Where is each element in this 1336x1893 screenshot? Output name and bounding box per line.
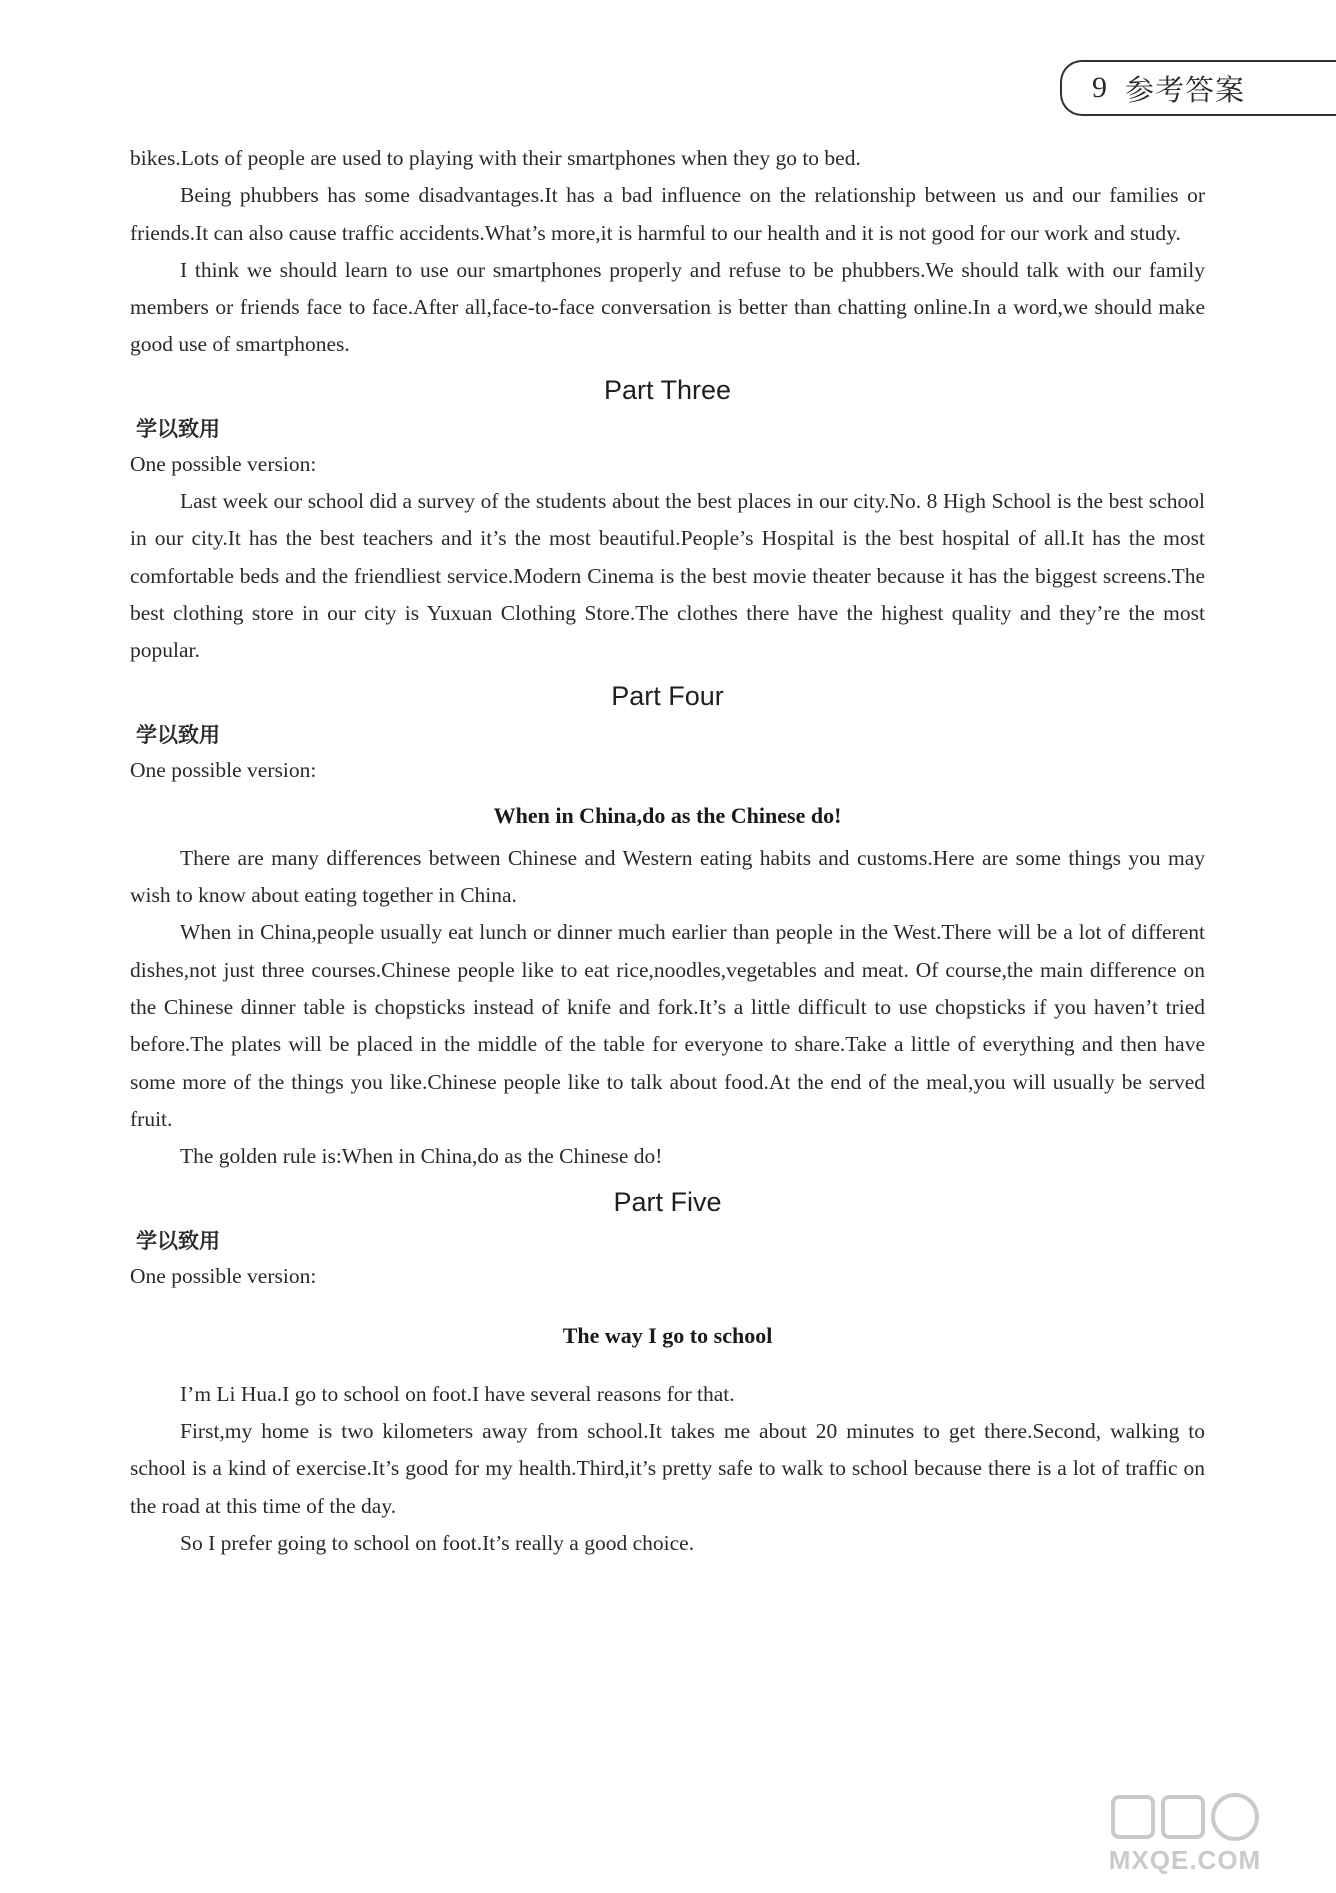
watermark-logo-icon	[1070, 1793, 1300, 1841]
paragraph: So I prefer going to school on foot.It’s really a good choice.	[180, 1531, 695, 1556]
watermark-text: MXQE.COM	[1108, 1845, 1262, 1875]
section-label: 学以致用	[136, 1228, 220, 1253]
version-line: One possible version:	[130, 451, 317, 476]
paragraph: There are many differences between Chinese and Western eating habits and customs.Here are some things you may wish to know about eating together in China.	[130, 845, 1205, 908]
page-number: 9	[1092, 71, 1107, 104]
paragraph: First,my home is two kilometers away from school.It takes me about 20 minutes to get there.Second, walking to school is a kind of exercise.It’s good for my health.Third,it’s pretty safe to walk to school because there is a lot of traffic on the road at this time of the day.	[130, 1419, 1205, 1518]
part-title: Part Four	[611, 680, 724, 711]
paragraph: Last week our school did a survey of the students about the best places in our city.No. 8 High School is the best school in our city.It has the best teachers and it’s the most beautiful.People’s Hospital is the best hospital of all.It has the most comfortable beds and the friendliest service.Modern Cinema is the best movie theater because it has the biggest screens.The best clothing store in our city is Yuxuan Clothing Store.The clothes there have the highest quality and they’re the most popular.	[130, 489, 1205, 663]
part-four	[130, 678, 1205, 1176]
section-label: 学以致用	[136, 416, 220, 441]
part-five	[130, 1184, 1205, 1563]
essay-title: The way I go to school	[562, 1322, 773, 1348]
section-title: 参考答案	[1125, 72, 1246, 107]
header-rule	[1300, 114, 1336, 116]
part-title: Part Five	[613, 1186, 722, 1217]
page-content	[130, 140, 1205, 1562]
part-two-continuation	[130, 140, 1205, 364]
page-header-tab	[1060, 60, 1336, 116]
part-three	[130, 372, 1205, 670]
paragraph: The golden rule is:When in China,do as the Chinese do!	[180, 1144, 663, 1169]
version-line: One possible version:	[130, 1263, 317, 1288]
section-label: 学以致用	[136, 722, 220, 747]
paragraph: I think we should learn to use our smartphones properly and refuse to be phubbers.We should talk with our family members or friends face to face.After all,face-to-face conversation is better than chatting online.In a word,we should make good use of smartphones.	[130, 257, 1205, 357]
paragraph: I’m Li Hua.I go to school on foot.I have several reasons for that.	[180, 1381, 735, 1406]
version-line: One possible version:	[130, 757, 317, 782]
paragraph: Being phubbers has some disadvantages.It has a bad influence on the relationship between us and our families or friends.It can also cause traffic accidents.What’s more,it is harmful to our health and it is not good for our work and study.	[130, 183, 1205, 245]
paragraph: bikes.Lots of people are used to playing with their smartphones when they go to bed.	[130, 146, 861, 170]
paragraph: When in China,people usually eat lunch or dinner much earlier than people in the West.There will be a lot of different dishes,not just three courses.Chinese people like to eat rice,noodles,vegetables and meat. Of course,the main difference on the Chinese dinner table is chopsticks instead of knife and fork.It’s a little difficult to use chopsticks if you haven’t tried before.The plates will be placed in the middle of the table for everyone to share.Take a little of everything and then have some more of the things you like.Chinese people like to talk about food.At the end of the meal,you will usually be served fruit.	[130, 920, 1205, 1131]
site-watermark	[1070, 1793, 1300, 1885]
essay-title: When in China,do as the Chinese do!	[493, 802, 842, 828]
part-title: Part Three	[603, 374, 732, 405]
